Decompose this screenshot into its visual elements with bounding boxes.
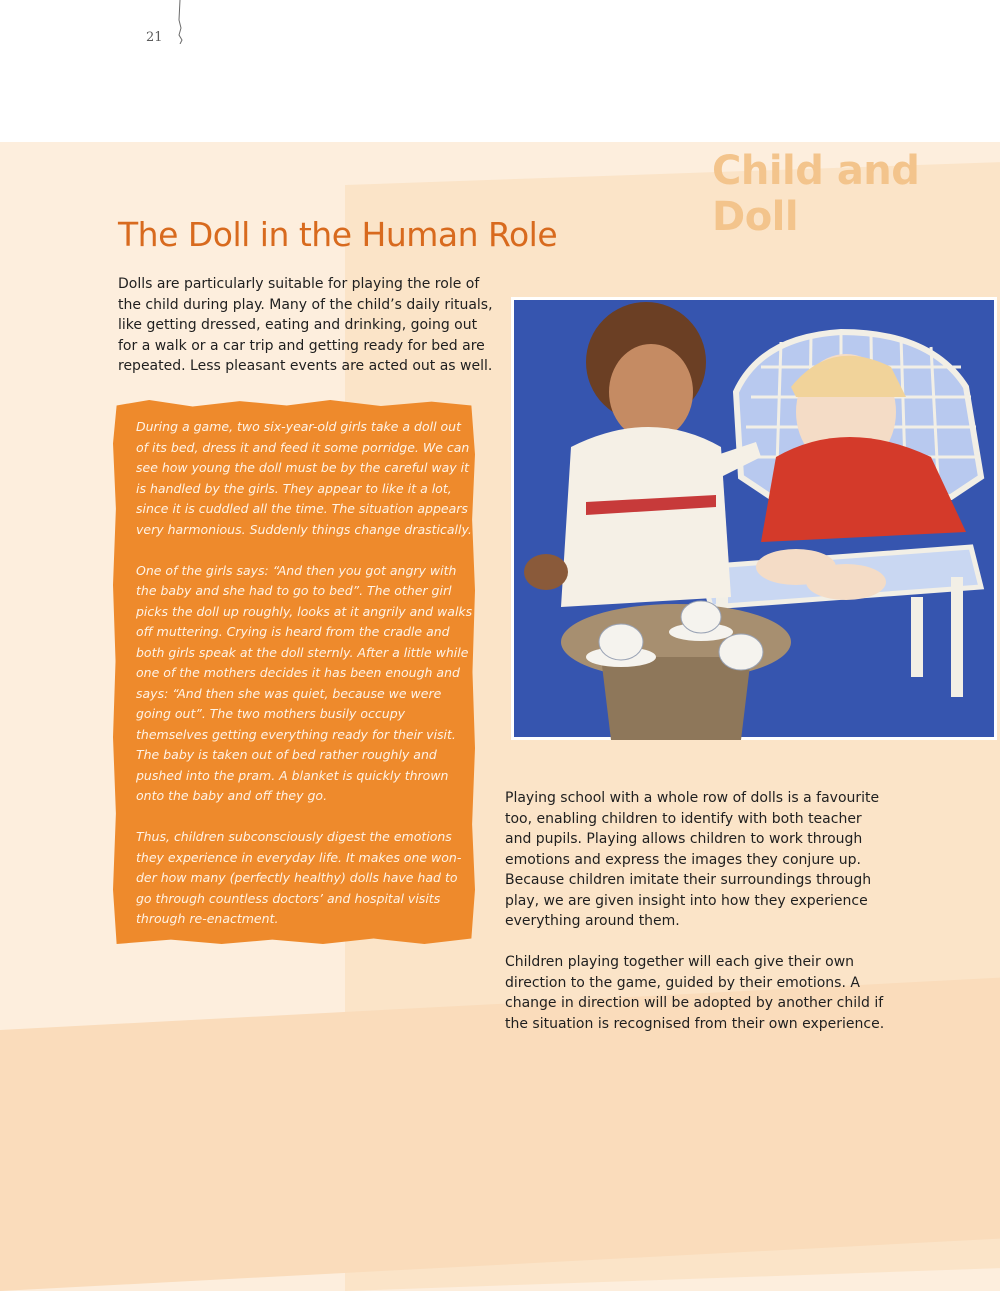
- story-paragraph: During a game, two six-year-old girls take a doll out of its bed, dress it and feed it some porridge. We can see how young the doll must be by the careful way it is handled by the girls. They appear to like it a lot, since it is cuddled all the time. The situation appears very harmonious. Suddenly things change drastically.: [136, 419, 472, 537]
- page-top-margin: [0, 0, 1000, 150]
- body-paragraph: Children playing together will each give their own direction to the game, guided by their emotions. A change in direction will be adopted by another child if the situation is recognised from their own experience.: [505, 954, 885, 1032]
- section-title: Child and Doll: [712, 148, 920, 240]
- doll-illustration: [511, 297, 997, 740]
- body-paragraph: Playing school with a whole row of dolls is a favourite too, enabling children to identify with both teacher and pupils. Playing allows children to work through emotions and express the images they conjure up. Because children imitate their surroundings through play, we are given insight into how they experience everything around them.: [505, 790, 880, 929]
- page-title: The Doll in the Human Role: [118, 215, 558, 254]
- intro-paragraph: Dolls are particularly suitable for playing the role of the child during play. Many of the child’s daily rituals, like getting dressed, eating and drinking, going out for a walk or a car trip and getting ready for bed are repeated. Less pleasant events are acted out as well.: [118, 276, 493, 374]
- page-number: 21: [146, 30, 163, 45]
- body-text: [505, 788, 885, 1055]
- story-paragraph: Thus, children subconsciously digest the emotions they experience in everyday life. It makes one won-der how many (perfectly healthy) dolls have had to go through countless doctors’ and hospital visits through re-enactment.: [136, 829, 462, 926]
- story-paragraph: One of the girls says: “And then you got angry with the baby and she had to go to bed”. The other girl picks the doll up roughly, looks at it angrily and walks off muttering. Crying is heard from the cradle and both girls speak at the doll sternly. After a little while one of the mothers decides it has been enough and says: “And then she was quiet, because we were going out”. The two mothers busily occupy themselves getting everything ready for their visit. The baby is taken out of bed rather roughly and pushed into the pram. A blanket is quickly thrown onto the baby and off they go.: [136, 562, 473, 803]
- story-text: [136, 417, 476, 950]
- page-edge-mark: [176, 0, 184, 44]
